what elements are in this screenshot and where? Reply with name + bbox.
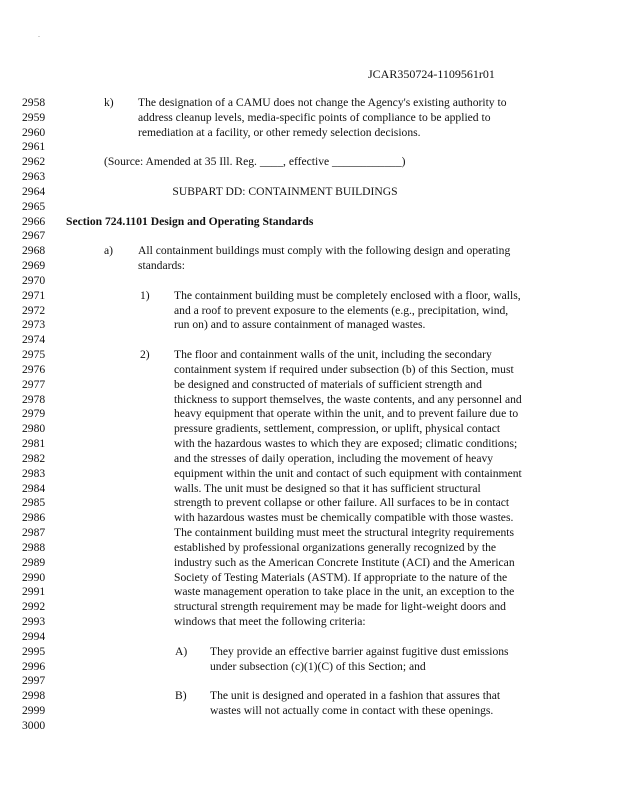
- subpart-heading: SUBPART DD: CONTAINMENT BUILDINGS: [172, 184, 398, 198]
- line-number: 2964: [22, 184, 46, 198]
- line-text: strength to prevent collapse or other failure. All surfaces to be in contact: [174, 496, 510, 510]
- document-line: [0, 571, 618, 586]
- document-line: [0, 437, 618, 452]
- document-line: [0, 200, 618, 215]
- line-text: thickness to support themselves, the waste contents, and any personnel and: [174, 392, 522, 406]
- line-text: with the hazardous wastes to which they are exposed; climatic conditions;: [174, 437, 518, 451]
- line-text: run on) and to assure containment of managed wastes.: [174, 318, 426, 332]
- line-number: 2971: [22, 288, 46, 302]
- line-number: 2997: [22, 674, 46, 688]
- document-line: [0, 304, 618, 319]
- line-number: 2991: [22, 585, 46, 599]
- line-number: 2960: [22, 125, 46, 139]
- line-number: 2985: [22, 496, 46, 510]
- document-line: [0, 541, 618, 556]
- document-line: [0, 422, 618, 437]
- document-line: [0, 185, 618, 200]
- line-number: 2994: [22, 629, 46, 643]
- line-text: established by professional organizations generally recognized by the: [174, 540, 497, 554]
- document-line: [0, 689, 618, 704]
- line-text: The containment building must meet the structural integrity requirements: [174, 526, 514, 540]
- line-number: 2966: [22, 214, 46, 228]
- document-line: [0, 407, 618, 422]
- document-line: [0, 111, 618, 126]
- document-line: [0, 482, 618, 497]
- line-number: 2969: [22, 259, 46, 273]
- document-line: [0, 719, 618, 734]
- line-text: The unit is designed and operated in a fashion that assures that: [210, 689, 501, 703]
- document-line: [0, 244, 618, 259]
- line-text: walls. The unit must be designed so that it has sufficient structural: [174, 481, 481, 495]
- document-line: [0, 674, 618, 689]
- document-line: [0, 511, 618, 526]
- line-number: 2975: [22, 348, 46, 362]
- document-line: [0, 393, 618, 408]
- line-number: 2990: [22, 570, 46, 584]
- line-text: heavy equipment that operate within the unit, and to prevent failure due to: [174, 407, 519, 421]
- line-number: 2959: [22, 110, 46, 124]
- line-number: 2972: [22, 303, 46, 317]
- document-line: [0, 467, 618, 482]
- line-text: under subsection (c)(1)(C) of this Section; and: [210, 659, 426, 673]
- line-text: address cleanup levels, media-specific points of compliance to be applied to: [138, 110, 491, 124]
- document-line: [0, 645, 618, 660]
- line-number: 2977: [22, 377, 46, 391]
- line-number: 3000: [22, 718, 46, 732]
- line-text: structural strength requirement may be made for light-weight doors and: [174, 600, 506, 614]
- subsection-label: B): [175, 689, 187, 703]
- line-text: be designed and constructed of materials of sufficient strength and: [174, 377, 482, 391]
- line-number: 2979: [22, 407, 46, 421]
- document-line: [0, 704, 618, 719]
- subsection-label: 1): [140, 288, 150, 302]
- line-number: 2973: [22, 318, 46, 332]
- document-line: [0, 378, 618, 393]
- line-number: 2958: [22, 96, 46, 109]
- line-number: 2986: [22, 511, 46, 525]
- document-line: [0, 96, 618, 111]
- line-text: wastes will not actually come in contact with these openings.: [210, 704, 494, 718]
- line-text: They provide an effective barrier against fugitive dust emissions: [210, 644, 509, 658]
- document-line: [0, 556, 618, 571]
- line-number: 2993: [22, 615, 46, 629]
- line-text: waste management operation to take place in the unit, an exception to the: [174, 585, 515, 599]
- document-line: [0, 496, 618, 511]
- document-line: [0, 170, 618, 185]
- line-text: The containment building must be completely enclosed with a floor, walls,: [174, 288, 521, 302]
- line-text: (Source: Amended at 35 Ill. Reg. ____, effective ____________): [104, 155, 406, 169]
- line-number: 2996: [22, 659, 46, 673]
- line-text: windows that meet the following criteria:: [174, 615, 366, 629]
- document-line: [0, 126, 618, 141]
- line-text: The designation of a CAMU does not change the Agency's existing authority to: [138, 96, 507, 109]
- subsection-label: 2): [140, 348, 150, 362]
- document-line: [0, 274, 618, 289]
- document-line: [0, 660, 618, 675]
- line-number: 2987: [22, 526, 46, 540]
- document-line: [0, 229, 618, 244]
- line-text: containment system if required under subsection (b) of this Section, must: [174, 362, 514, 376]
- document-line: [0, 289, 618, 304]
- line-text: equipment within the unit and contact of such equipment with containment: [174, 466, 522, 480]
- document-line: [0, 140, 618, 155]
- line-number: 2983: [22, 466, 46, 480]
- line-text: remediation at a facility, or other remedy selection decisions.: [138, 125, 421, 139]
- line-number: 2974: [22, 333, 46, 347]
- line-number: 2962: [22, 155, 46, 169]
- document-line: [0, 615, 618, 630]
- line-text: with hazardous wastes must be chemically compatible with those wastes.: [174, 511, 514, 525]
- document-line: [0, 348, 618, 363]
- line-number: 2976: [22, 362, 46, 376]
- line-number: 2999: [22, 704, 46, 718]
- document-line: [0, 363, 618, 378]
- line-text: standards:: [138, 259, 186, 273]
- document-line: [0, 630, 618, 645]
- document-line: [0, 526, 618, 541]
- line-number: 2981: [22, 437, 46, 451]
- line-text: and the stresses of daily operation, including the movement of heavy: [174, 451, 494, 465]
- line-number: 2970: [22, 273, 46, 287]
- line-number: 2978: [22, 392, 46, 406]
- line-number: 2963: [22, 170, 46, 184]
- line-number: 2989: [22, 555, 46, 569]
- document-line: [0, 155, 618, 170]
- document-line: [0, 600, 618, 615]
- line-number: 2984: [22, 481, 46, 495]
- line-number: 2995: [22, 644, 46, 658]
- line-number: 2965: [22, 199, 46, 213]
- line-number: 2982: [22, 451, 46, 465]
- line-number: 2967: [22, 229, 46, 243]
- subsection-label: A): [175, 644, 188, 658]
- document-id: JCAR350724-1109561r01: [368, 67, 495, 81]
- line-number: 2992: [22, 600, 46, 614]
- section-heading: Section 724.1101 Design and Operating Standards: [66, 214, 314, 228]
- line-number: 2968: [22, 244, 46, 258]
- line-text: Society of Testing Materials (ASTM). If appropriate to the nature of the: [174, 570, 508, 584]
- subsection-label: a): [104, 244, 114, 258]
- line-text: and a roof to prevent exposure to the elements (e.g., precipitation, wind,: [174, 303, 509, 317]
- scan-mark: .: [38, 30, 40, 39]
- line-number: 2961: [22, 140, 46, 154]
- line-number: 2980: [22, 422, 46, 436]
- document-line: [0, 333, 618, 348]
- document-line: [0, 215, 618, 230]
- line-number: 2988: [22, 540, 46, 554]
- document-line: [0, 585, 618, 600]
- document-line: [0, 318, 618, 333]
- line-number: 2998: [22, 689, 46, 703]
- subsection-label: k): [104, 96, 114, 109]
- line-text: The floor and containment walls of the unit, including the secondary: [174, 348, 492, 362]
- line-text: pressure gradients, settlement, compression, or uplift, physical contact: [174, 422, 501, 436]
- document-line: [0, 259, 618, 274]
- line-text: All containment buildings must comply with the following design and operating: [138, 244, 511, 258]
- line-text: industry such as the American Concrete Institute (ACI) and the American: [174, 555, 515, 569]
- document-line: [0, 452, 618, 467]
